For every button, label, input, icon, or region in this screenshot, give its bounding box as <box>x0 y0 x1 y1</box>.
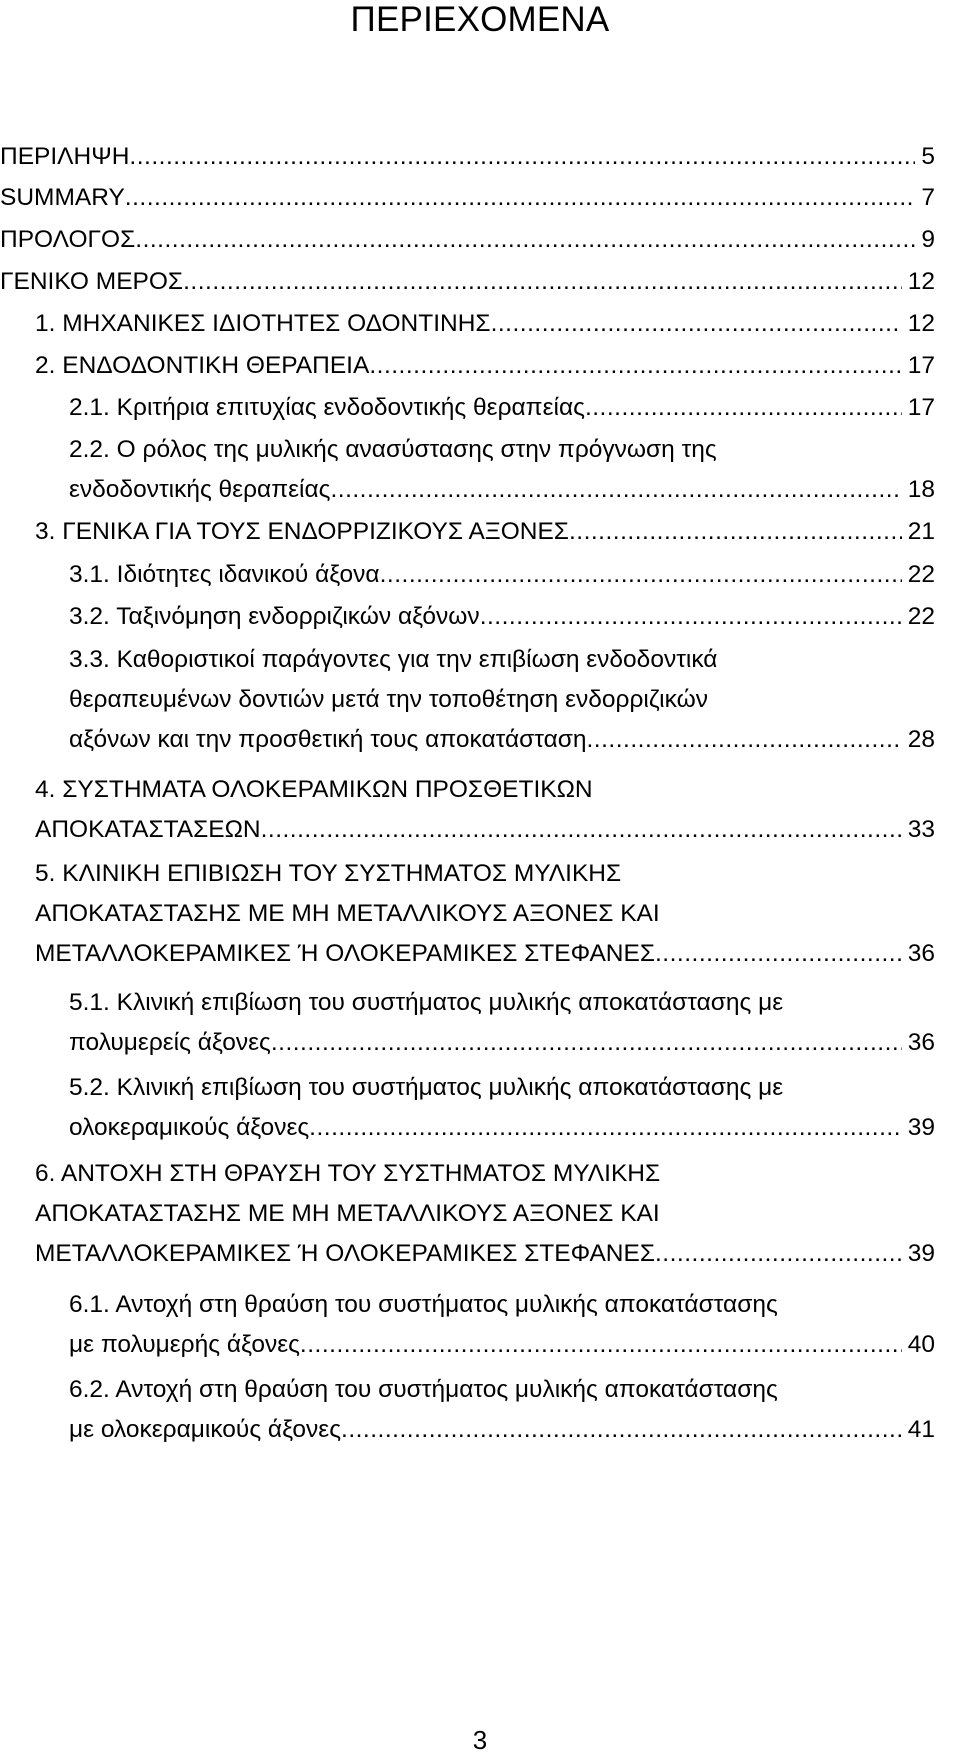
dot-leader <box>300 1325 902 1365</box>
dot-leader <box>135 220 915 260</box>
toc-entry[interactable] <box>69 1370 935 1450</box>
dot-leader <box>369 346 901 386</box>
toc-entry-line <box>35 810 935 850</box>
toc-page-number: 21 <box>907 518 935 545</box>
toc-entry[interactable] <box>0 220 935 260</box>
toc-entry-text: πολυμερείς άξονες <box>69 1029 271 1056</box>
toc-entry[interactable] <box>35 1154 935 1274</box>
toc-page-number: 12 <box>907 268 935 295</box>
toc-entry-text: 1. ΜΗΧΑΝΙΚΕΣ ΙΔΙΟΤΗΤΕΣ ΟΔΟΝΤΙΝΗΣ <box>35 310 491 337</box>
toc-entry-line <box>35 304 935 344</box>
toc-entry-line <box>69 1410 935 1450</box>
toc-entry-line <box>69 597 935 637</box>
toc-page-number: 22 <box>907 561 935 588</box>
dot-leader <box>585 388 902 428</box>
toc-page-number: 9 <box>921 226 935 253</box>
toc-entry[interactable] <box>69 1068 935 1148</box>
toc-page-number: 39 <box>907 1114 935 1141</box>
toc-entry[interactable] <box>35 854 935 974</box>
dot-leader <box>480 597 902 637</box>
toc-entry-text: 3.1. Ιδιότητες ιδανικού άξονα <box>69 561 380 588</box>
dot-leader <box>380 555 902 595</box>
page-title: ΠΕΡΙΕΧΟΜΕΝΑ <box>350 0 610 39</box>
toc-entry-text: 2. ΕΝΔΟΔΟΝΤΙΚΗ ΘΕΡΑΠΕΙΑ <box>35 352 370 379</box>
toc-entry-text: 3.2. Ταξινόμηση ενδορριζικών αξόνων <box>69 603 480 630</box>
toc-entry-line <box>69 555 935 595</box>
toc-entry-text: ΜΕΤΑΛΛΟΚΕΡΑΜΙΚΕΣ Ή ΟΛΟΚΕΡΑΜΙΚΕΣ ΣΤΕΦΑΝΕΣ <box>35 1240 655 1267</box>
toc-entry-line <box>69 720 935 760</box>
toc-entry-line <box>35 512 935 552</box>
toc-entry[interactable] <box>69 555 935 595</box>
toc-entry-line <box>35 1234 935 1274</box>
toc-entry-text: αξόνων και την προσθετική τους αποκατάσταση <box>69 726 587 753</box>
toc-entry-line <box>0 220 935 260</box>
dot-leader <box>569 512 902 552</box>
toc-entry[interactable] <box>69 640 935 760</box>
page-number: 3 <box>472 1725 488 1755</box>
toc-entry-text: 2.1. Κριτήρια επιτυχίας ενδοδοντικής θεραπείας <box>69 394 585 421</box>
dot-leader <box>587 720 902 760</box>
toc-entry-text: ΠΕΡΙΛΗΨΗ <box>0 143 130 170</box>
toc-entry[interactable] <box>0 137 935 177</box>
toc-entry-text: 6.2. Αντοχή στη θραύση του συστήματος μυλικής αποκατάστασης <box>69 1376 778 1403</box>
toc-entry-text: 3.3. Καθοριστικοί παράγοντες για την επιβίωση ενδοδοντικά <box>69 646 718 673</box>
toc-entry-text: ΑΠΟΚΑΤΑΣΤΑΣΗΣ ΜΕ ΜΗ ΜΕΤΑΛΛΙΚΟΥΣ ΑΞΟΝΕΣ ΚΑΙ <box>35 900 660 927</box>
dot-leader <box>261 810 902 850</box>
toc-entry-text: 4. ΣΥΣΤΗΜΑΤΑ ΟΛΟΚΕΡΑΜΙΚΩΝ ΠΡΟΣΘΕΤΙΚΩΝ <box>35 776 593 803</box>
toc-entry-line <box>0 262 935 302</box>
toc-entry-text: ΑΠΟΚΑΤΑΣΤΑΣΕΩΝ <box>35 816 261 843</box>
toc-entry-text: 2.2. Ο ρόλος της μυλικής ανασύστασης στην πρόγνωση της <box>69 436 717 463</box>
toc-entry-text: 6. ΑΝΤΟΧΗ ΣΤΗ ΘΡΑΥΣΗ ΤΟΥ ΣΥΣΤΗΜΑΤΟΣ ΜΥΛΙΚΗΣ <box>35 1160 661 1187</box>
dot-leader <box>309 1108 902 1148</box>
toc-page-number: 36 <box>907 940 935 967</box>
toc-entry-line <box>69 1023 935 1063</box>
toc-page-number: 28 <box>907 726 935 753</box>
toc-page-number: 39 <box>907 1240 935 1267</box>
toc-page-number: 17 <box>907 394 935 421</box>
toc-entry-text: 5.1. Κλινική επιβίωση του συστήματος μυλικής αποκατάστασης με <box>69 989 784 1016</box>
toc-page-number: 18 <box>907 476 935 503</box>
toc-page-number: 41 <box>907 1416 935 1443</box>
toc-entry[interactable] <box>69 597 935 637</box>
dot-leader <box>655 934 902 974</box>
toc-entry[interactable] <box>0 262 935 302</box>
dot-leader <box>330 470 901 510</box>
toc-entry-text: 3. ΓΕΝΙΚΑ ΓΙΑ ΤΟΥΣ ΕΝΔΟΡΡΙΖΙΚΟΥΣ ΑΞΟΝΕΣ <box>35 518 569 545</box>
toc-entry[interactable] <box>35 770 935 850</box>
toc-entry-text: ΑΠΟΚΑΤΑΣΤΑΣΗΣ ΜΕ ΜΗ ΜΕΤΑΛΛΙΚΟΥΣ ΑΞΟΝΕΣ ΚΑΙ <box>35 1200 660 1227</box>
toc-page-number: 7 <box>921 184 935 211</box>
toc-page-number: 40 <box>907 1331 935 1358</box>
toc-entry-text: με ολοκεραμικούς άξονες <box>69 1416 342 1443</box>
toc-page-number: 5 <box>921 143 935 170</box>
toc-page-number: 12 <box>907 310 935 337</box>
toc-entry[interactable] <box>69 430 935 510</box>
toc-entry-line <box>69 388 935 428</box>
toc-entry-text: ΓΕΝΙΚΟ ΜΕΡΟΣ <box>0 268 184 295</box>
toc-entry-text: θεραπευμένων δοντιών μετά την τοποθέτηση ενδορριζικών <box>69 686 708 713</box>
dot-leader <box>271 1023 902 1063</box>
toc-entry-line <box>69 470 935 510</box>
toc-entry-line <box>0 137 935 177</box>
toc-entry-line <box>35 346 935 386</box>
toc-page-number: 22 <box>907 603 935 630</box>
toc-entry-text: SUMMARY <box>0 184 125 211</box>
toc-entry[interactable] <box>69 1285 935 1365</box>
toc-page-number: 36 <box>907 1029 935 1056</box>
dot-leader <box>655 1234 902 1274</box>
toc-entry[interactable] <box>0 178 935 218</box>
dot-leader <box>183 262 902 302</box>
dot-leader <box>129 137 915 177</box>
toc-entry[interactable] <box>35 346 935 386</box>
dot-leader <box>125 178 916 218</box>
toc-entry-text: ΠΡΟΛΟΓΟΣ <box>0 226 136 253</box>
toc-entry-line <box>69 1325 935 1365</box>
toc-entry[interactable] <box>35 512 935 552</box>
toc-entry-text: ολοκεραμικούς άξονες <box>69 1114 310 1141</box>
toc-entry[interactable] <box>69 983 935 1063</box>
toc-entry[interactable] <box>69 388 935 428</box>
toc-entry[interactable] <box>35 304 935 344</box>
toc-entry-text: 6.1. Αντοχή στη θραύση του συστήματος μυλικής αποκατάστασης <box>69 1291 778 1318</box>
dot-leader <box>491 304 902 344</box>
toc-entry-line <box>69 1108 935 1148</box>
toc-page-number: 17 <box>907 352 935 379</box>
toc-page-number: 33 <box>907 816 935 843</box>
toc-entry-text: 5.2. Κλινική επιβίωση του συστήματος μυλικής αποκατάστασης με <box>69 1074 784 1101</box>
toc-entry-line <box>0 178 935 218</box>
toc-entry-text: 5. ΚΛΙΝΙΚΗ ΕΠΙΒΙΩΣΗ ΤΟΥ ΣΥΣΤΗΜΑΤΟΣ ΜΥΛΙΚΗΣ <box>35 860 622 887</box>
toc-entry-text: ΜΕΤΑΛΛΟΚΕΡΑΜΙΚΕΣ Ή ΟΛΟΚΕΡΑΜΙΚΕΣ ΣΤΕΦΑΝΕΣ <box>35 940 655 967</box>
toc-entry-line <box>35 934 935 974</box>
dot-leader <box>341 1410 902 1450</box>
toc-entry-text: ενδοδοντικής θεραπείας <box>69 476 331 503</box>
toc-entry-text: με πολυμερής άξονες <box>69 1331 300 1358</box>
